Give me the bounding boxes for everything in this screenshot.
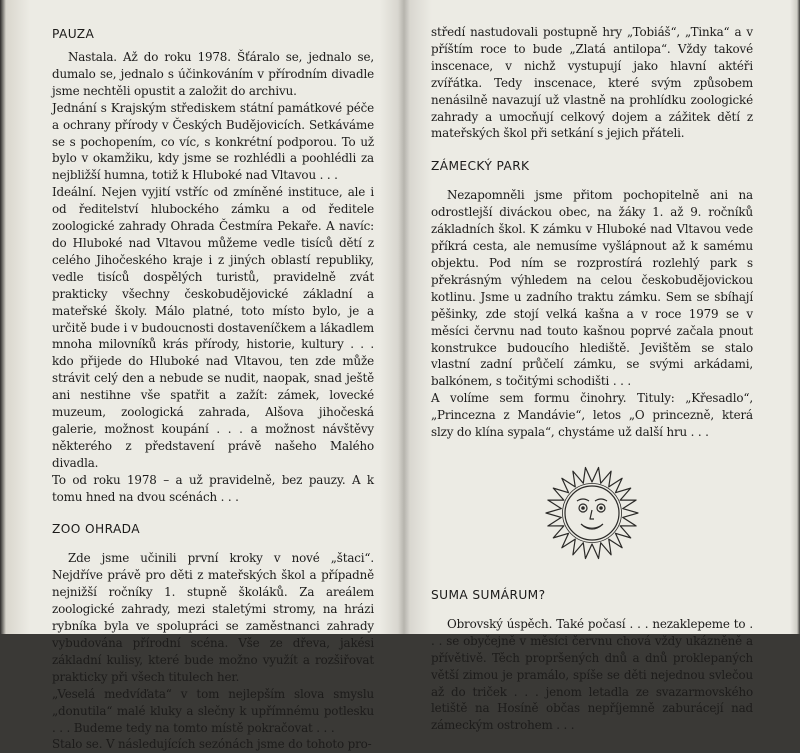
suma-paragraph-1: Obrovský úspěch. Také počasí . . . nezaklepeme to . . . se obyčejně v měsíci červnu chová vždy ukázněně a přívětivě. Těch propršených dnů a dnů proklepaných větší zimou je pramálo, spíše se děti nejednou svlečou až do triček . . . jenom letadla ze svazarmovského letiště na Hosíně občas nepříjemně zaburácejí nad zámeckým ostrohem . . . xyxy=(431,616,753,733)
right-intro-paragraph: středí nastudovali postupně hry „Tobiáš“, „Tinka“ a v příštím roce to bude „Zlatá antilopa“. Vždy takové inscenace, v nichž vystupují jako hlavní aktéři zvířátka. Tedy inscenace, které svým způsobem nenásilně navazují už vlastně na prohlídku zoologické zahrady a umocňují celkový dojem a zážitek dětí z mateřských škol při setkání s jejich přáteli. xyxy=(431,25,753,141)
zoo-paragraph-1: Zde jsme učinili první kroky v nové „štaci“. Nejdříve právě pro děti z mateřských škol a případně nejnižší ročníky 1. stupně školáků. Za areálem zoologické zahrady, mezi staletými stromy, na hrázi rybníka byla ve spolupráci se zaměstnanci zahrady vybudována přírodní scéna. Vše ze dřeva, jakési základní kulisy, které bude možno využít a rozšiřovat prakticky při všech titulech her. xyxy=(52,551,374,684)
right-page xyxy=(431,0,753,733)
pauza-paragraph-2: Jednání s Krajským střediskem státní památkové péče a ochrany přírody v Českých Budějovicích. Setkáváme se s pochopením, co víc, s konkrétní podporou. To už bylo v okamžiku, kdy jsme se rozhlédli a poohlédli za nejbližší humna, totiž k Hluboké nad Vltavou . . . xyxy=(52,100,374,183)
sun-icon xyxy=(528,441,656,581)
zoo-paragraph-3: Stalo se. V následujících sezónách jsme do tohoto pro- xyxy=(52,737,372,752)
zoo-paragraph-2: „Veselá medvíďata“ v tom nejlepším slova smyslu „donutila“ malé kluky a slečny k upřímnému potlesku . . . Budeme tedy na tomto místě pokračovat . . . xyxy=(52,686,374,735)
heading-zamecky-park: ZÁMECKÝ PARK xyxy=(431,159,530,174)
left-page xyxy=(52,0,374,752)
zamecky-paragraph-1: Nezapomněli jsme přitom pochopitelně ani na odrostlejší diváckou obec, na žáky 1. až 9. ročníků základních škol. K zámku v Hluboké nad Vltavou vede příkrá cesta, ale nemusíme vyšlápnout až k samému objektu. Pod ním se rozprostírá rozlehlý park s překrásným výhledem na celou českobudějovickou kotlinu. Jsme u zadního traktu zámku. Sem se sbíhají pěšinky, zde stojí velká kašna a v roce 1979 se v měsíci červnu nad touto kašnou poprvé začala pnout konstrukce budoucího hlediště. Jevištěm se stalo vlastní zadní průčelí zámku, se svými arkádami, balkónem, s točitými schodišti . . . xyxy=(431,188,753,389)
pauza-paragraph-3: Ideální. Nejen vyjití vstříc od zmíněné instituce, ale i od ředitelství hlubockého zámku a od ředitele zoologické zahrady Ohrada Čestmíra Pekaře. A navíc: do Hluboké nad Vltavou můžeme vedle tisíců dětí z celého Jihočeského kraje i z jiných oblastí republiky, vedle tisíců dospělých turistů, pravidelně zvát prakticky všechny českobudějovické základní a mateřské školy. Málo platné, toto místo bylo, je a určitě bude i v budoucnosti dostaveníčkem a lákadlem mnoha milovníků krás přírody, historie, kultury . . . kdo přijede do Hluboké nad Vltavou, ten zde může strávit celý den a nebude se nudit, naopak, snad ještě ani nestihne vše spatřit a zažít: zámek, lovecké muzeum, zoologická zahrada, Alšova jihočeská galerie, možnost koupání . . . a možnost návštěvy některého z představení právě našeho Malého divadla. xyxy=(52,185,374,470)
heading-pauza: PAUZA xyxy=(52,27,95,41)
heading-zoo-ohrada: ZOO OHRADA xyxy=(52,522,140,537)
pauza-paragraph-4: To od roku 1978 – a už pravidelně, bez pauzy. A k tomu hned na dvou scénách . . . xyxy=(52,472,374,504)
sun-illustration xyxy=(431,441,753,587)
pauza-paragraph-1: Nastala. Až do roku 1978. Šťáralo se, jednalo se, dumalo se, jednalo s účinkováním v přírodním divadle jsme nechtěli opustit a založit do archivu. xyxy=(52,50,374,98)
zamecky-paragraph-2: A volíme sem formu činohry. Tituly: „Křesadlo“, „Princezna z Mandávie“, letos „O princezně, která slzy do klína sypala“, chystáme už další hru . . . xyxy=(431,391,753,440)
heading-suma-sumarum: SUMA SUMÁRUM? xyxy=(431,587,546,602)
